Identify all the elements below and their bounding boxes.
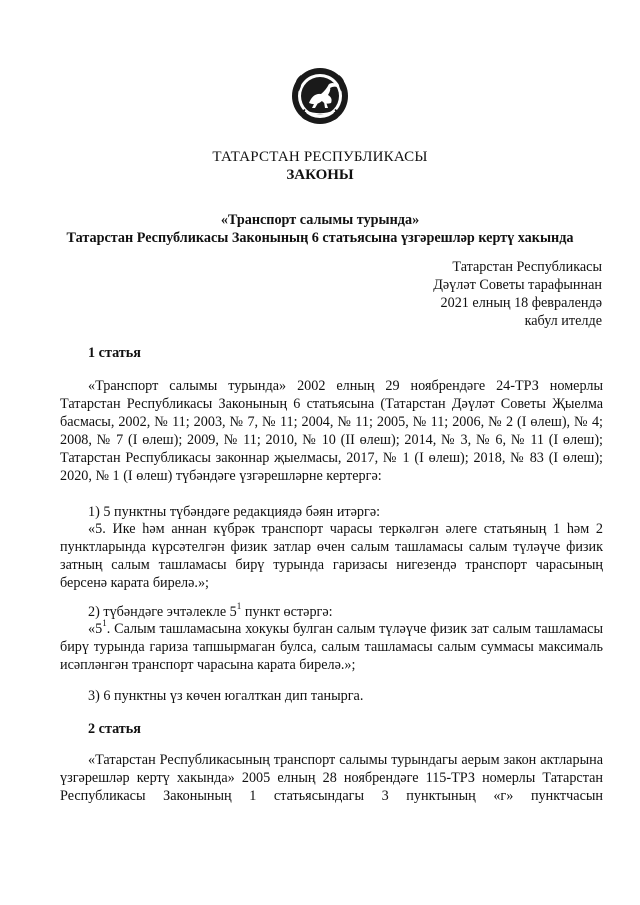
item-1-quote-text: «5. Ике һәм аннан күбрәк транспорт чарасы теркәлгән әлеге статьяның 1 һәм 2 пунктларында күрсәтелгән физик затлар өчен салым ташламасы салым түләүче физик затның салым ташламасы бирү турында гаризасы нигезендә транспорт чарасының берсенә карата бирелә.»; <box>60 521 603 591</box>
article-1-intro-text: «Транспорт салымы турында» 2002 елның 29 ноябрендәге 24-ТРЗ номерлы Татарстан Республикасы Законының 6 статьясына (Татарстан Дәүләт Советы Җыелма басмасы, 2002, № 11; 2003, № 7, № 11; 2004, № 11; 2005, № 11; 2006, № 2 (I өлеш), № 4; 2008, № 7 (I өлеш); 2009, № 11; 2010, № 10 (II өлеш); 2014, № 3, № 6, № 11 (I өлеш); Татарстан Республикасы законнар җыелмасы, 2017, № 1 (I өлеш); 2018, № 83 (I өлеш); 2020, № 1 (I өлеш) түбәндәге үзгәрешләрне кертергә: <box>60 378 603 484</box>
item-3-text: 3) 6 пунктны үз көчен югалткан дип танырга. <box>88 688 364 704</box>
adoption-line-3: 2021 елның 18 февралендә <box>440 295 602 311</box>
adoption-line-4: кабул ителде <box>524 313 602 329</box>
item-2-quote-superscript: 1 <box>102 618 107 629</box>
coat-of-arms-emblem-icon <box>291 67 349 125</box>
item-2-quote-paragraph <box>60 620 603 674</box>
republic-heading: ТАТАРСТАН РЕСПУБЛИКАСЫ <box>212 149 428 165</box>
article-1-heading: 1 статья <box>88 345 141 361</box>
adoption-line-2: Дәүләт Советы тарафыннан <box>433 277 602 293</box>
article-2-intro-text: «Татарстан Республикасының транспорт салымы турындагы аерым закон актларына үзгәрешләр кертү хакында» 2005 елның 28 ноябрендәге 115-ТРЗ номерлы Татарстан Республикасы Законының 1 статьясындагы 3 пунктының «г» пунктчасын <box>60 752 603 804</box>
item-1-text: 1) 5 пунктны түбәндәге редакциядә бәян итәргә: <box>88 504 381 520</box>
item-2-paragraph <box>60 603 603 621</box>
law-heading: ЗАКОНЫ <box>286 167 354 183</box>
article-2-heading: 2 статья <box>88 721 141 737</box>
item-1-quote-paragraph <box>60 520 603 592</box>
adoption-line-1: Татарстан Республикасы <box>452 259 602 275</box>
item-2-quote-pre: «5 <box>88 621 103 637</box>
item-2-quote-post: . Салым ташламасына хокукы булган салым түләүче физик зат салым ташламасы бирү турында гариза тапшырмаган булса, салым ташламасы салым суммасы максималь исәпләнгән транспорт чарасына карата бирелә.»; <box>60 621 603 673</box>
item-1-paragraph <box>60 503 603 521</box>
law-title-line-1: «Транспорт салымы турында» <box>220 212 420 228</box>
item-2-text-post: пункт өстәргә: <box>241 604 333 620</box>
item-2-text-pre: 2) түбәндәге эчтәлекле 5 <box>88 604 237 620</box>
article-2-intro-paragraph <box>60 751 603 805</box>
article-1-intro-paragraph <box>60 377 603 485</box>
item-3-paragraph <box>60 687 603 705</box>
item-2-superscript: 1 <box>236 601 242 612</box>
adoption-block <box>302 258 602 330</box>
law-title-line-2: Татарстан Республикасы Законының 6 статьясына үзгәрешләр кертү хакында <box>66 230 574 246</box>
